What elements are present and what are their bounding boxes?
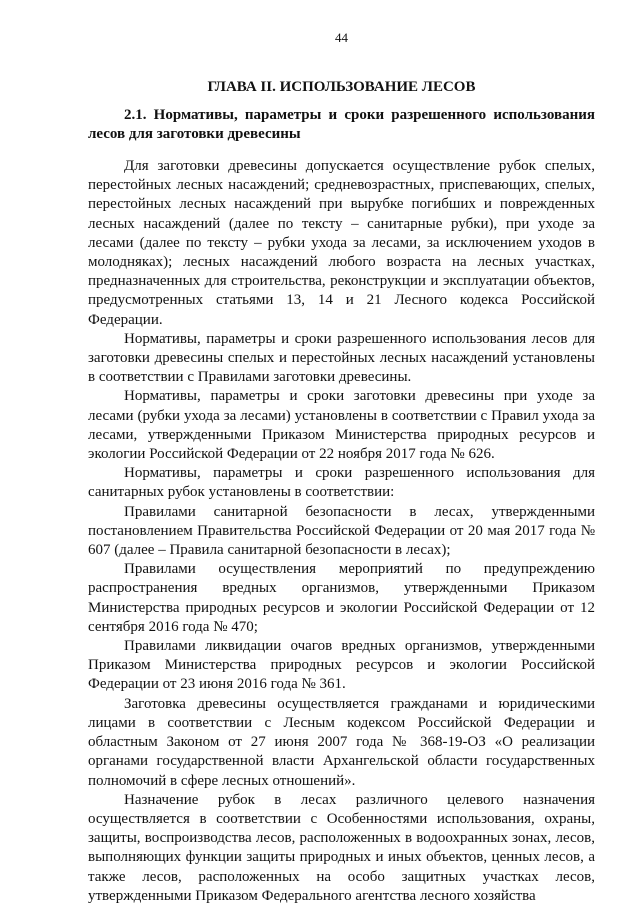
section-title: 2.1. Нормативы, параметры и сроки разрешенного использования лесов для заготовки древесины [88, 107, 595, 142]
paragraph: Для заготовки древесины допускается осуществление рубок спелых, перестойных лесных насаждений; средневозрастных, приспевающих, спелых, перестойных лесных насаждений при вырубке погибших и поврежденных лесных насаждений (далее по тексту – санитарные рубки), при уходе за лесами (далее по тексту – рубки ухода за лесами, за исключением уходов в молодняках); лесных насаждений любого возраста на лесных участках, предназначенных для строительства, реконструкции и эксплуатации объектов, предусмотренных статьями 13, 14 и 21 Лесного кодекса Российской Федерации. [88, 158, 595, 328]
paragraph: Назначение рубок в лесах различного целевого назначения осуществляется в соответствии с Особенностями использования, охраны, защиты, воспроизводства лесов, расположенных в водоохранных зонах, лесов, выполняющих функции защиты природных и иных объектов, ценных лесов, а также лесов, расположенных на особо защитных участках лесов, утвержденными Приказом Федерального агентства лесного хозяйства [88, 791, 595, 904]
paragraph: Правилами санитарной безопасности в лесах, утвержденными постановлением Правительства Российской Федерации от 20 мая 2017 года № 607 (далее – Правила санитарной безопасности в лесах); [88, 503, 595, 559]
paragraph: Нормативы, параметры и сроки разрешенного использования для санитарных рубок установлены в соответствии: [88, 465, 595, 501]
page-number: 44 [335, 30, 348, 45]
paragraph: Правилами осуществления мероприятий по предупреждению распространения вредных организмов, утвержденными Приказом Министерства природных ресурсов и экологии Российской Федерации от 12 сентября 2016 года № 470; [88, 561, 595, 635]
chapter-title: ГЛАВА II. ИСПОЛЬЗОВАНИЕ ЛЕСОВ [207, 79, 476, 95]
document-page [88, 30, 595, 906]
paragraph: Нормативы, параметры и сроки разрешенного использования лесов для заготовки древесины спелых и перестойных лесных насаждений установлены в соответствии с Правилами заготовки древесины. [88, 330, 595, 386]
paragraph: Правилами ликвидации очагов вредных организмов, утвержденными Приказом Министерства природных ресурсов и экологии Российской Федерации от 23 июня 2016 года № 361. [88, 638, 595, 693]
paragraph: Заготовка древесины осуществляется гражданами и юридическими лицами в соответствии с Лесным кодексом Российской Федерации и областным Законом от 27 июня 2007 года № 368-19-ОЗ «О реализации органами государственной власти Архангельской области государственных полномочий в сфере лесных отношений». [88, 695, 595, 789]
paragraph: Нормативы, параметры и сроки заготовки древесины при уходе за лесами (рубки ухода за лесами) установлены в соответствии с Правил ухода за лесами, утвержденными Приказом Министерства природных ресурсов и экологии Российской Федерации от 22 ноября 2017 года № 626. [88, 388, 595, 463]
